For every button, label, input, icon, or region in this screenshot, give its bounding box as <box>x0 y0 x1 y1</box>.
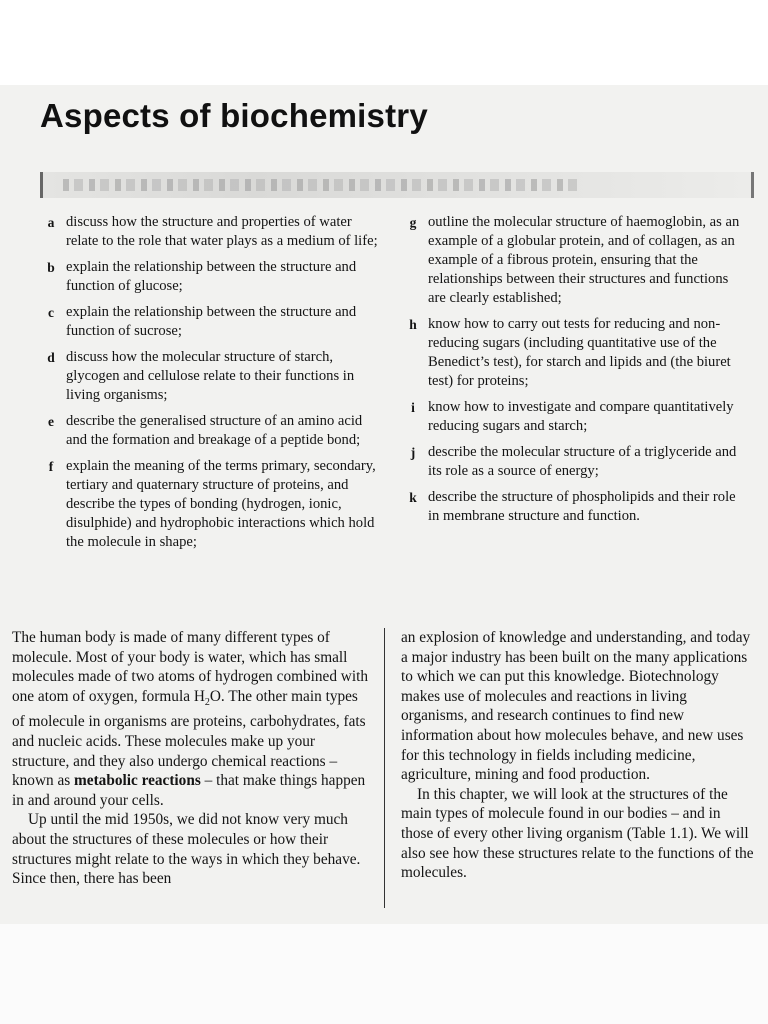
objective-item <box>398 398 743 436</box>
body-paragraph: In this chapter, we will look at the structures of the main types of molecule found in our bodies – and in those of every other living organism (Table 1.1). We will also see how these structures relate to the functions of the molecules. <box>401 785 754 882</box>
objective-text: explain the relationship between the structure and function of glucose; <box>66 259 357 294</box>
body-right-column <box>401 628 756 883</box>
illegible-header-text <box>63 179 583 191</box>
objective-item <box>398 315 743 391</box>
objective-item <box>398 213 743 308</box>
objective-letter: d <box>47 350 55 365</box>
body-left-column <box>12 628 374 889</box>
objective-text: explain the relationship between the structure and function of sucrose; <box>66 304 357 339</box>
objective-letter: b <box>47 260 55 275</box>
page-bottom-margin <box>0 924 768 1024</box>
body-paragraph: an explosion of knowledge and understanding, and today a major industry has been built on the many applications to which we can put this knowledge. Biotechnology makes use of molecules and reactions in living organisms, and research continues to find new information about how molecules behave, and new uses for this technology in fields including medicine, agriculture, mining and food production. <box>401 629 751 784</box>
objective-text: outline the molecular structure of haemoglobin, as an example of a globular protein, and of collagen, as an example of a fibrous protein, ensuring that the relationships between their structures and functions are clearly established; <box>428 214 740 306</box>
objective-text: describe the molecular structure of a triglyceride and its role as a source of energy; <box>428 444 737 479</box>
objective-letter: k <box>409 490 417 505</box>
objective-item <box>36 303 381 341</box>
objectives-left-column <box>36 213 381 559</box>
column-divider <box>384 628 385 908</box>
objective-item <box>36 348 381 405</box>
objective-item <box>36 412 381 450</box>
objective-letter: g <box>409 215 417 230</box>
objective-item <box>36 213 381 251</box>
objective-letter: f <box>48 459 54 474</box>
objective-letter: j <box>410 445 416 460</box>
objective-text: describe the structure of phospholipids and their role in membrane structure and function. <box>428 489 736 524</box>
body-text: – that make things happen in and around your cells. <box>12 772 366 809</box>
objective-letter: i <box>411 400 415 415</box>
objective-text: describe the generalised structure of an amino acid and the formation and breakage of a peptide bond; <box>66 413 363 448</box>
objective-text: explain the meaning of the terms primary, secondary, tertiary and quaternary structure of proteins, and describe the types of bonding (hydrogen, ionic, disulphide) and hydrophobic interactions which hold the molecule in shape; <box>66 458 376 550</box>
objective-item <box>36 258 381 296</box>
objective-letter: h <box>409 317 417 332</box>
objective-item <box>398 443 743 481</box>
chapter-title: Aspects of biochemistry <box>40 97 428 134</box>
objective-text: know how to carry out tests for reducing and non-reducing sugars (including quantitative use of the Benedict’s test), for starch and lipids and (the biuret test) for proteins; <box>428 316 731 389</box>
key-term: metabolic reactions <box>74 772 201 790</box>
objective-letter: a <box>47 215 55 230</box>
body-text: O. The other main types of molecule in organisms are proteins, carbohydrates, fats and nucleic acids. These molecules make up your structure, and they also undergo chemical reactions – known as <box>12 687 366 790</box>
objective-text: know how to investigate and compare quantitatively reducing sugars and starch; <box>428 399 734 434</box>
objectives-header-bar <box>40 172 754 198</box>
objectives-right-column <box>398 213 743 533</box>
objective-item <box>398 488 743 526</box>
objective-letter: e <box>48 414 54 429</box>
objective-item <box>36 457 381 552</box>
objective-letter: c <box>48 305 54 320</box>
page-top-margin <box>0 0 768 85</box>
body-text: The human body is made of many different types of molecule. Most of your body is water, which has small molecules made of two atoms of hydrogen combined with one atom of oxygen, formula H <box>12 629 368 705</box>
body-paragraph <box>12 628 374 810</box>
body-paragraph: Up until the mid 1950s, we did not know very much about the structures of these molecules or how their structures might relate to the ways in which they behave. Since then, there has been <box>12 811 361 888</box>
subscript: 2 <box>204 696 210 708</box>
objective-text: discuss how the structure and properties of water relate to the role that water plays as a medium of life; <box>66 214 378 249</box>
objective-text: discuss how the molecular structure of starch, glycogen and cellulose relate to their functions in living organisms; <box>66 349 355 403</box>
